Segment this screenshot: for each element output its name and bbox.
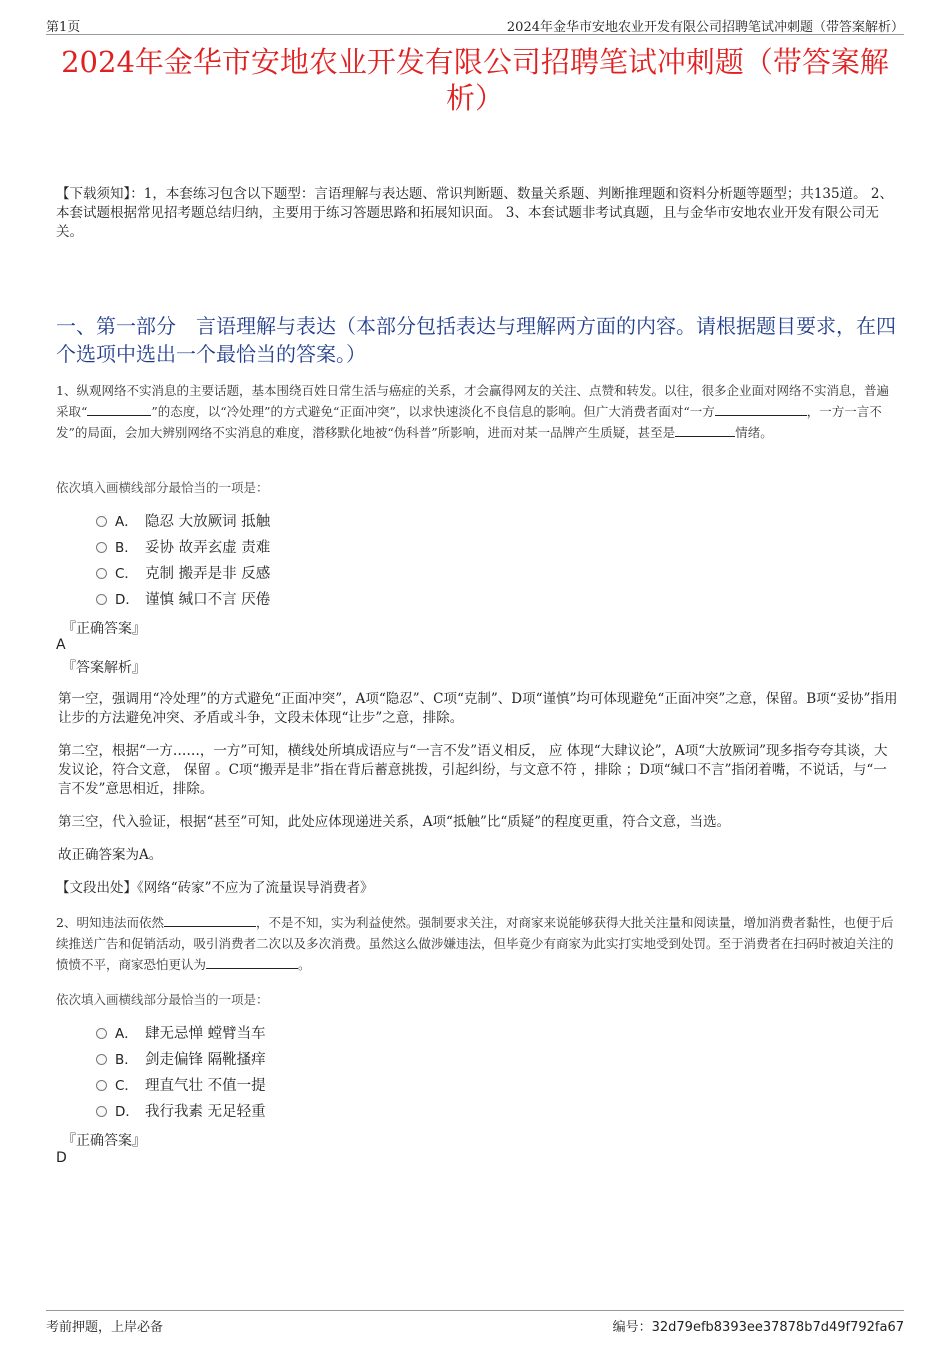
question-2-stem — [56, 912, 898, 975]
radio-icon[interactable] — [96, 1028, 107, 1039]
q1-text-part-2: ”的态度，以“冷处理”的方式避免“正面冲突”，以求快速淡化不良信息的影响。但广大消费者面对“一方 — [151, 404, 715, 419]
page-header — [46, 14, 904, 35]
page-number: 第1页 — [46, 20, 81, 35]
radio-icon[interactable] — [96, 542, 107, 553]
q2-option-c[interactable] — [96, 1076, 266, 1096]
option-text: 我行我素 无足轻重 — [145, 1104, 266, 1120]
q1-option-b[interactable] — [96, 538, 270, 558]
q2-text-part-1: 2、明知违法而依然 — [56, 915, 164, 930]
q2-answer: D — [56, 1150, 67, 1166]
q2-blank-1 — [164, 912, 256, 927]
q1-text-part-4: 情绪。 — [735, 425, 773, 440]
q1-analysis-3: 第三空，代入验证，根据“甚至”可知，此处应体现递进关系，A项“抵触”比“质疑”的程度更重，符合文意，当选。 — [58, 814, 731, 830]
option-letter: D． — [115, 1104, 139, 1120]
q2-option-b[interactable] — [96, 1050, 266, 1070]
document-title: 2024年金华市安地农业开发有限公司招聘笔试冲刺题（带答案解析） — [61, 45, 889, 115]
q2-text-part-3: 。 — [298, 957, 311, 972]
radio-icon[interactable] — [96, 568, 107, 579]
q2-answer-label: 『正确答案』 — [62, 1133, 146, 1149]
footer-code-label: 编号： — [612, 1320, 652, 1335]
option-letter: A． — [115, 514, 138, 530]
option-letter: C． — [115, 1078, 138, 1094]
option-text: 理直气壮 不值一提 — [145, 1078, 266, 1094]
q1-source: 【文段出处】《网络“砖家”不应为了流量误导消费者》 — [56, 880, 374, 896]
q1-analysis-label: 『答案解析』 — [62, 660, 146, 676]
q1-option-c[interactable] — [96, 564, 270, 584]
q2-option-d[interactable] — [96, 1102, 266, 1122]
option-letter: D． — [115, 592, 139, 608]
radio-icon[interactable] — [96, 594, 107, 605]
option-letter: B． — [115, 540, 138, 556]
option-text: 隐忍 大放厥词 抵触 — [145, 514, 271, 530]
option-letter: B． — [115, 1052, 138, 1068]
radio-icon[interactable] — [96, 1054, 107, 1065]
footer-code-value: 32d79efb8393ee37878b7d49f792fa67 — [651, 1320, 904, 1335]
q1-analysis-2: 第二空，根据“一方……，一方”可知，横线处所填成语应与“一言不发”语义相反， 应 体现“大肆议论”，A项“大放厥词”现多指夸夸其谈，大发议论，符合文意， 保留 。C项“搬弄是非”指在背后蓄意挑拨，引起纠纷，与文意不符 ，排除 ；D项“缄口不言”指闭着嘴，不说话，与“一言不发”意思相近，排除。 — [58, 743, 888, 797]
option-letter: A． — [115, 1026, 138, 1042]
q2-option-a[interactable] — [96, 1024, 266, 1044]
option-text: 克制 搬弄是非 反感 — [145, 566, 271, 582]
download-notice: 【下载须知】：1，本套练习包含以下题型：言语理解与表达题、常识判断题、数量关系题、判断推理题和资料分析题等题型；共135道。 2、本套试题根据常见招考题总结归纳，主要用于练习答题思路和拓展知识面。 3、本套试题非考试真题，且与金华市安地农业开发有限公司无关。 — [56, 186, 893, 240]
q1-text-part-1: 1、纵观网络不实消息的主要话题，基本围绕百姓日常生活与癌症的关系，才会赢得网友的关注、点赞和转发。以往，很多企业面对网络不实消息，普遍采取“ — [56, 383, 889, 419]
section-heading: 一、第一部分 言语理解与表达（本部分包括表达与理解两方面的内容。请根据题目要求，在四个选项中选出一个最恰当的答案。） — [56, 314, 896, 366]
radio-icon[interactable] — [96, 1106, 107, 1117]
option-text: 妥协 故弄玄虚 责难 — [145, 540, 271, 556]
footer-code — [613, 1316, 904, 1335]
q1-answer: A — [56, 637, 66, 653]
question-1-stem — [56, 380, 898, 443]
q2-prompt: 依次填入画横线部分最恰当的一项是： — [56, 992, 269, 1007]
q1-blank-2 — [715, 401, 807, 416]
option-text: 谨慎 缄口不言 厌倦 — [145, 592, 271, 608]
q1-text-part-3: ，一方一言不发”的局面，会加大辨别网络不实消息的难度，潜移默化地被“伪科普”所影响，进而对某一品牌产生质疑，甚至是 — [56, 404, 882, 440]
q1-option-a[interactable] — [96, 512, 270, 532]
q1-blank-1 — [87, 401, 151, 416]
q1-prompt: 依次填入画横线部分最恰当的一项是： — [56, 480, 269, 495]
page-footer — [46, 1310, 904, 1335]
q1-blank-3 — [675, 422, 735, 437]
option-text: 肆无忌惮 螳臂当车 — [145, 1026, 266, 1042]
footer-slogan: 考前押题，上岸必备 — [46, 1320, 164, 1335]
q1-option-d[interactable] — [96, 590, 270, 610]
radio-icon[interactable] — [96, 516, 107, 527]
option-letter: C． — [115, 566, 138, 582]
q1-analysis-4: 故正确答案为A。 — [58, 847, 163, 863]
q2-text-part-2: ，不是不知，实为利益使然。强制要求关注，对商家来说能够获得大批关注量和阅读量，增加消费者黏性，也便于后续推送广告和促销活动，吸引消费者二次以及多次消费。虽然这么做涉嫌违法，但毕竟少有商家为此实打实地受到处罚。至于消费者在扫码时被迫关注的愤愤不平，商家恐怕更认为 — [56, 915, 894, 972]
q2-blank-2 — [206, 954, 298, 969]
header-doc-title: 2024年金华市安地农业开发有限公司招聘笔试冲刺题（带答案解析） — [506, 20, 904, 35]
q1-answer-label: 『正确答案』 — [62, 621, 146, 637]
q1-analysis-1: 第一空，强调用“冷处理”的方式避免“正面冲突”，A项“隐忍”、C项“克制”、D项“谨慎”均可体现避免“正面冲突”之意，保留。B项“妥协”指用让步的方法避免冲突、矛盾或斗争，文段未体现“让步”之意，排除。 — [58, 691, 898, 726]
radio-icon[interactable] — [96, 1080, 107, 1091]
option-text: 剑走偏锋 隔靴搔痒 — [145, 1052, 266, 1068]
